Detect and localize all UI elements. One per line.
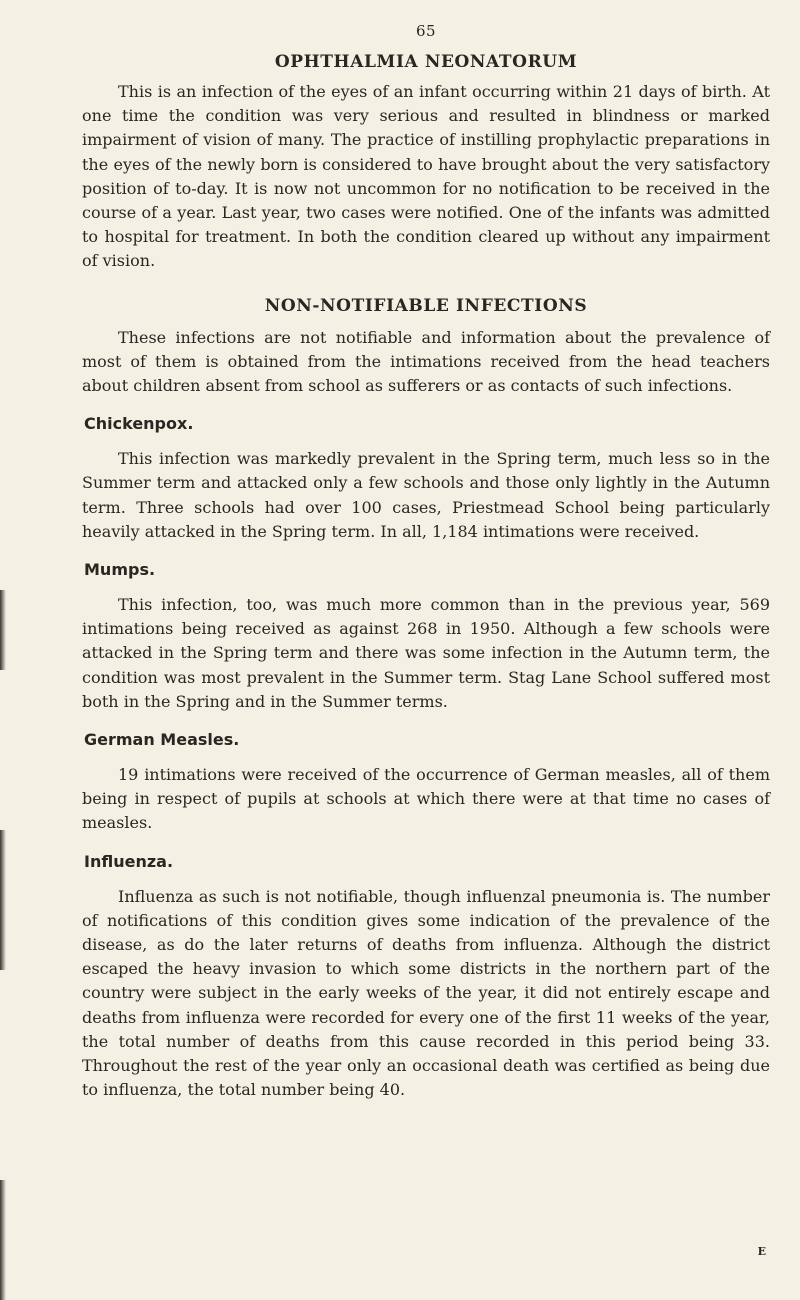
subheading-mumps: Mumps. [84, 560, 156, 580]
subheading-german-measles: German Measles. [84, 730, 240, 750]
paragraph-mumps: This infection, too, was much more common than in the previous year, 569 intimations being received as against 268 in 1950. Although a few schools were attacked in the Spring term and there was some infection in the Autumn term, the condition was most prevalent in the Summer term. Stag Lane School suffered most both in the Spring and in the Summer terms. [82, 595, 770, 711]
subheading-chickenpox: Chickenpox. [84, 414, 194, 434]
paragraph-ophthalmia: This is an infection of the eyes of an infant occurring within 21 days of birth. At one time the condition was very serious and resulted in blindness or marked impairment of vision of many. The practice of instilling prophylactic preparations in the eyes of the newly born is considered to have brought about the very satisfactory position of to-day. It is now not uncommon for no notification to be received in the course of a year. Last year, two cases were notified. One of the infants was admitted to hospital for treatment. In both the condition cleared up without any impairment of vision. [82, 82, 770, 271]
subheading-influenza: Influenza. [84, 851, 174, 871]
paragraph-chickenpox: This infection was markedly prevalent in the Spring term, much less so in the Summer term and attacked only a few schools and those only lightly in the Autumn term. Three schools had over 100 cases, Priestmead School being particularly heavily attacked in the Spring term. In all, 1,184 intimations were received. [82, 449, 770, 541]
document-page [82, 22, 770, 1103]
paragraph-german-measles: 19 intimations were received of the occurrence of German measles, all of them being in respect of pupils at schools at which there were at that time no cases of measles. [82, 765, 770, 833]
binding-edge-shadow-mid [0, 830, 6, 970]
heading-ophthalmia-neonatorum: OPHTHALMIA NEONATORUM [274, 52, 578, 72]
footer-signature-mark: E [757, 1245, 766, 1258]
binding-edge-shadow-bottom [0, 1180, 6, 1300]
binding-edge-shadow-top [0, 590, 6, 670]
paragraph-non-notifiable: These infections are not notifiable and information about the prevalence of most of them is obtained from the intimations received from the head teachers about children absent from school as sufferers or as contacts of such infections. [82, 327, 770, 396]
page-number: 65 [415, 22, 437, 40]
paragraph-influenza: Influenza as such is not notifiable, though influenzal pneumonia is. The number of notifications of this condition gives some indication of the prevalence of the disease, as do the later returns of deaths from influenza. Although the district escaped the heavy invasion to which some districts in the northern part of the country were subject in the early weeks of the year, it did not entirely escape and deaths from influenza were recorded for every one of the first 11 weeks of the year, the total number of deaths from this cause recorded in this period being 33. Throughout the rest of the year only an occasional death was certified as being due to influenza, the total number being 40. [82, 886, 770, 1100]
heading-non-notifiable-infections: NON-NOTIFIABLE INFECTIONS [264, 295, 588, 316]
